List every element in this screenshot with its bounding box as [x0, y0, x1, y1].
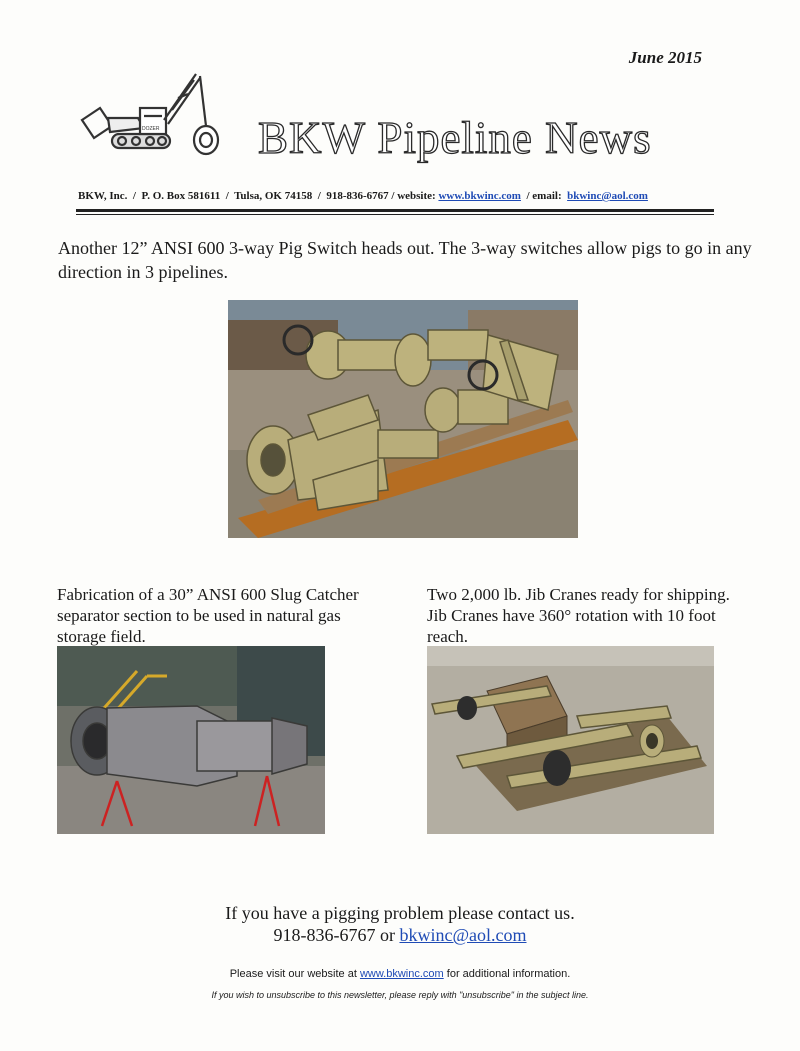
header-phone: 918-836-6767 [326, 190, 389, 202]
footer-cta: If you have a pigging problem please contact us. [225, 903, 575, 923]
footer-email-link[interactable]: bkwinc@aol.com [399, 925, 527, 945]
header-divider-thin [76, 214, 714, 215]
intro-paragraph: Another 12” ANSI 600 3-way Pig Switch heads out. The 3-way switches allow pigs to go in any direction in 3 pipelines. [58, 238, 752, 282]
unsubscribe-note: If you wish to unsubscribe to this newsletter, please reply with "unsubscribe" in the subject line. [211, 990, 589, 1000]
footer-contact [0, 924, 800, 946]
footer-or: or [379, 925, 395, 945]
email-label: email: [532, 190, 562, 202]
jib-cranes-caption: Two 2,000 lb. Jib Cranes ready for shipping. Jib Cranes have 360° rotation with 10 foot reach. [427, 585, 730, 646]
header-divider-thick [76, 209, 714, 212]
visit-website-line [0, 968, 800, 980]
newsletter-title: BKW Pipeline News [258, 113, 652, 163]
city-address: Tulsa, OK 74158 [234, 190, 313, 202]
slug-catcher-photo [57, 646, 325, 834]
po-box: P. O. Box 581611 [141, 190, 221, 202]
svg-text:DOZER: DOZER [142, 126, 160, 132]
visit-suffix: for additional information. [446, 968, 571, 980]
pig-switch-photo [228, 300, 578, 538]
pipelayer-crane-icon [78, 68, 228, 160]
visit-website-link[interactable]: www.bkwinc.com [359, 968, 444, 980]
header-email-link[interactable]: bkwinc@aol.com [567, 190, 648, 202]
footer-phone: 918-836-6767 [273, 925, 376, 945]
header-website-link[interactable]: www.bkwinc.com [438, 190, 521, 202]
visit-prefix: Please visit our website at [229, 968, 357, 980]
website-label: website: [397, 190, 436, 202]
company-name: BKW, Inc. [78, 190, 128, 202]
contact-line: BKW, Inc. / P. O. Box 581611 / Tulsa, OK 74158 / 918-836-6767 / website: www.bkwinc.com / email: bkwinc@aol.com [78, 190, 648, 202]
newsletter-date: June 2015 [628, 48, 702, 67]
jib-cranes-photo [427, 646, 714, 834]
slug-catcher-caption: Fabrication of a 30” ANSI 600 Slug Catcher separator section to be used in natural gas storage field. [57, 585, 359, 646]
